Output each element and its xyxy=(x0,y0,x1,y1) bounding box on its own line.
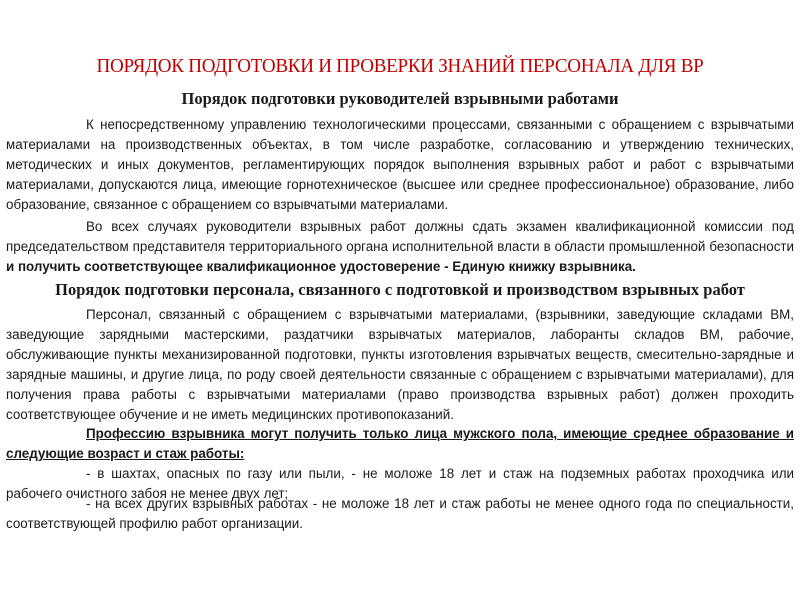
paragraph-managers-requirements xyxy=(6,115,794,215)
paragraph-bold-text: и получить соответствующее квалификационное удостоверение - Единую книжку взрывника. xyxy=(6,259,636,274)
page-title: ПОРЯДОК ПОДГОТОВКИ И ПРОВЕРКИ ЗНАНИЙ ПЕРСОНАЛА ДЛЯ ВР xyxy=(96,55,704,77)
paragraph-underlined-text: Профессию взрывника могут получить только лица мужского пола, имеющие среднее образование и следующие возраст и стаж работы: xyxy=(6,426,794,461)
paragraph-text: Во всех случаях руководители взрывных работ должны сдать экзамен квалификационной комиссии под председательством представителя территориального органа исполнительной власти в области промышленной безопасности xyxy=(6,219,794,254)
paragraph-blaster-conditions xyxy=(6,424,794,464)
list-item-other-works xyxy=(6,494,794,534)
paragraph-text: К непосредственному управлению технологическими процессами, связанными с обращением с взрывчатыми материалами на производственных объектах, в том числе разработке, согласованию и утверждению технических, методических и иных документов, регламентирующих порядок выполнения взрывных работ и работ с взрывчатыми материалами, допускаются лица, имеющие горнотехническое (высшее или среднее профессиональное) образование, либо образование, связанное с обращением со взрывчатыми материалами. xyxy=(6,117,794,212)
section-heading-managers: Порядок подготовки руководителей взрывными работами xyxy=(181,89,619,108)
paragraph-text: Персонал, связанный с обращением с взрывчатыми материалами, (взрывники, заведующие складами ВМ, заведующие зарядными мастерскими, раздатчики взрывчатых материалов, лаборанты складов ВМ, рабочие, обслуживающие пункты механизированной подготовки, пункты изготовления взрывчатых веществ, смесительно-зарядные и зарядные машины, и другие лица, по роду своей деятельности связанные с обращением с взрывчатыми материалами), для получения права работы с взрывчатыми материалами (право производства взрывных работ) должен проходить соответствующее обучение и не иметь медицинских противопоказаний. xyxy=(6,307,794,422)
list-item-text: - в шахтах, опасных по газу или пыли, - не моложе 18 лет и стаж на подземных работах проходчика или рабочего очистного забоя не менее двух лет; xyxy=(6,466,794,501)
list-item-text: - на всех других взрывных работах - не моложе 18 лет и стаж работы не менее одного года по специальности, соответствующей профилю работ организации. xyxy=(6,496,794,531)
section-heading-personnel: Порядок подготовки персонала, связанного с подготовкой и производством взрывных работ xyxy=(55,280,745,299)
paragraph-managers-exam xyxy=(6,217,794,277)
paragraph-personnel-requirements xyxy=(6,305,794,425)
